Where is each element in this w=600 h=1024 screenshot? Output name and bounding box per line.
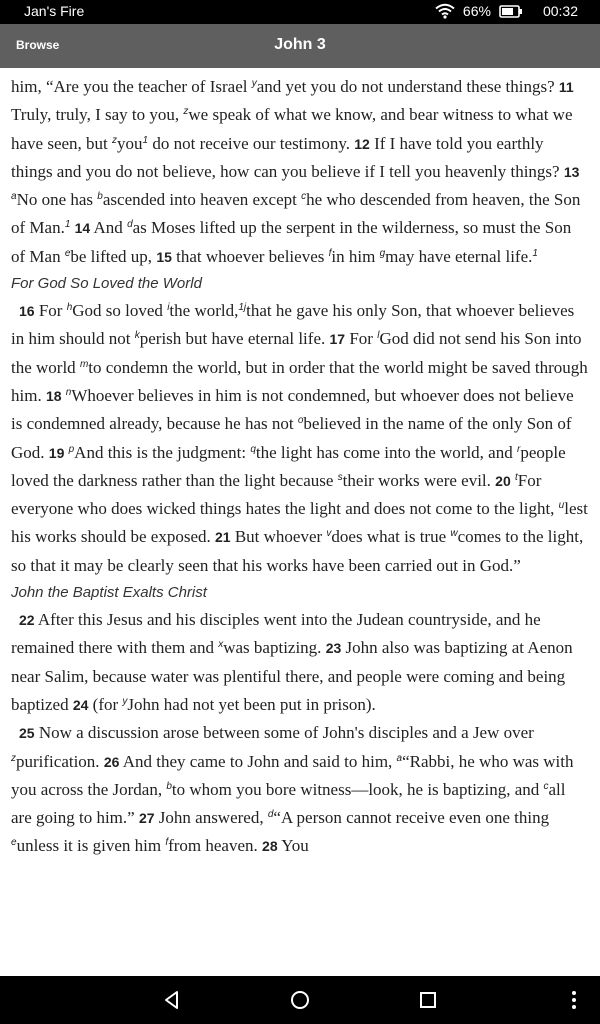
more-options-icon[interactable] (562, 988, 586, 1012)
verse-text: all are going to him.” (11, 779, 566, 828)
footnote-marker[interactable]: a (11, 191, 17, 203)
verse-number: 23 (325, 640, 342, 657)
footnote-marker[interactable]: e (64, 247, 71, 259)
verse-text: the light has come into the world, and (255, 442, 517, 462)
verse-number: 17 (329, 331, 346, 348)
verse-number: 18 (45, 387, 62, 404)
back-icon[interactable] (160, 988, 184, 1012)
app-bar (0, 24, 600, 68)
footnote-marker[interactable]: m (79, 358, 89, 370)
footnote-marker[interactable]: 1j (238, 302, 247, 314)
verse-text: John also was baptizing at Aenon near Salim, because water was plentiful there, and people were coming and being baptized (11, 638, 573, 714)
verse-text: Now a discussion arose between some of John's disciples and a Jew over (34, 723, 534, 743)
footnote-marker[interactable]: y (122, 695, 128, 707)
verse-text: perish but have eternal life. (139, 329, 330, 349)
verse-text: that whoever believes (171, 246, 329, 266)
verse-number: 12 (354, 135, 370, 152)
footnote-marker[interactable]: a (396, 752, 403, 764)
status-app-name: Jan's Fire (24, 3, 85, 19)
verse-text: their works were evil. (342, 470, 496, 490)
footnote-marker[interactable]: o (297, 415, 304, 427)
verse-text: was baptizing. (223, 638, 326, 658)
footnote-marker[interactable]: q (250, 443, 256, 455)
verse-number: 14 (74, 220, 91, 237)
footnote-marker[interactable]: z (112, 134, 118, 146)
verse-number: 24 (72, 696, 89, 713)
verse-text: believed in the name of the only Son of God. (11, 414, 572, 462)
footnote-marker[interactable]: c (543, 780, 549, 792)
browse-button[interactable]: Browse (16, 38, 60, 52)
verse-number: 25 (19, 725, 35, 742)
verse-text: God did not send his Son into the world (11, 329, 582, 377)
page-title: John 3 (274, 36, 326, 53)
footnote-marker[interactable]: n (65, 386, 72, 398)
verse-text: And they came to John and said to him, (119, 751, 397, 771)
footnote-marker[interactable]: u (558, 500, 565, 512)
footnote-marker[interactable]: w (450, 528, 458, 540)
verse-text: And (90, 218, 128, 238)
footnote-marker[interactable]: f (328, 247, 332, 259)
footnote-marker[interactable]: 1 (532, 247, 538, 259)
verse-text: You (277, 836, 309, 856)
footnote-marker[interactable]: v (326, 528, 332, 540)
verse-text: But whoever (230, 527, 327, 547)
verse-text: God so loved (72, 301, 168, 321)
scripture-paragraph (11, 719, 588, 860)
section-heading: John the Baptist Exalts Christ (11, 584, 207, 602)
footnote-marker[interactable]: f (165, 837, 169, 849)
verse-text: ascended into heaven except (102, 190, 302, 210)
home-icon[interactable] (288, 988, 312, 1012)
verse-text: people loved the darkness rather than the light because (11, 442, 566, 490)
verse-text: and yet you do not understand these things? (256, 77, 559, 96)
status-time: 00:32 (542, 3, 578, 19)
status-bar (0, 0, 600, 24)
verse-text: that he gave his only Son, that whoever believes in him should not (11, 301, 575, 349)
verse-text: purification. (16, 751, 104, 771)
scripture-paragraph (11, 606, 588, 719)
verse-text: “Rabbi, he who was with you across the Jordan, (11, 751, 574, 799)
verse-text: For (345, 329, 378, 349)
verse-number: 11 (558, 79, 574, 95)
footnote-marker[interactable]: g (379, 247, 386, 259)
battery-icon (499, 5, 523, 18)
verse-number: 22 (19, 612, 35, 629)
section-heading: For God So Loved the World (11, 275, 202, 293)
verse-text: After this Jesus and his disciples went into the Judean countryside, and he remained there with them and (11, 610, 541, 658)
verse-text: comes to the light, so that it may be clearly seen that his works have been carried out in God.” (11, 527, 584, 575)
footnote-marker[interactable]: h (66, 302, 73, 314)
verse-text: If I have told you earthly things and you do not believe, how can you believe if I tell you heavenly things? (11, 133, 564, 181)
battery-percent: 66% (462, 3, 491, 19)
verse-text: lest his works should be exposed. (11, 499, 588, 547)
verse-text: may have eternal life. (385, 246, 533, 266)
footnote-marker[interactable]: x (218, 639, 224, 651)
footnote-marker[interactable]: e (11, 837, 17, 849)
verse-text: “A person cannot receive even one thing (273, 808, 550, 828)
footnote-marker[interactable]: z (183, 106, 189, 118)
status-right-group (435, 3, 578, 19)
verse-text: Truly, truly, I say to you, (11, 105, 184, 125)
verse-text: from heaven. (168, 836, 263, 856)
verse-text: you (117, 133, 143, 153)
passage-text (0, 68, 600, 861)
verse-text: For everyone who does wicked things hates the light and does not come to the light, (11, 470, 559, 519)
verse-text: we speak of what we know, and bear witness to what we have seen, but (11, 105, 573, 153)
footnote-marker[interactable]: d (127, 219, 133, 231)
verse-text: (for (88, 694, 123, 714)
verse-number: 26 (103, 753, 120, 770)
footnote-marker[interactable]: 1 (64, 219, 71, 231)
verse-text: him, “Are you the teacher of Israel (11, 77, 252, 96)
footnote-marker[interactable]: 1 (142, 134, 149, 146)
verse-text: the world, (169, 301, 239, 321)
verse-number: 21 (214, 529, 231, 546)
footnote-marker[interactable]: p (68, 443, 75, 455)
verse-number: 19 (48, 444, 65, 461)
verse-number: 13 (563, 163, 580, 180)
footnote-marker[interactable]: k (134, 330, 140, 342)
system-nav-bar (0, 976, 600, 1024)
scripture-paragraph (11, 73, 588, 271)
verse-number: 16 (19, 303, 35, 320)
verse-number: 28 (262, 838, 278, 855)
verse-text: in him (331, 246, 380, 266)
verse-text: does what is true (331, 527, 451, 547)
scripture-paragraph (11, 297, 588, 580)
footnote-marker[interactable]: z (11, 752, 16, 764)
verse-text: Whoever believes in him is not condemned, but whoever does not believe is condemned already, because he has not (11, 385, 574, 434)
wifi-icon (435, 3, 455, 19)
footnote-marker[interactable]: i (167, 302, 170, 314)
verse-number: 27 (138, 810, 155, 827)
verse-text: to whom you bore witness—look, he is baptizing, and (171, 779, 544, 799)
verse-text: to condemn the world, but in order that the world might be saved through him. (11, 357, 588, 405)
reading-pane[interactable] (0, 68, 600, 976)
footnote-marker[interactable]: t (514, 471, 518, 483)
footnote-marker[interactable]: y (251, 78, 257, 89)
verse-text: John had not yet been put in prison). (127, 694, 376, 714)
verse-text: John answered, (154, 808, 268, 828)
recent-apps-icon[interactable] (416, 988, 440, 1012)
verse-number: 15 (156, 248, 172, 265)
footnote-marker[interactable]: l (377, 330, 380, 342)
verse-text: unless it is given him (16, 836, 166, 856)
footnote-marker[interactable]: d (267, 809, 274, 821)
footnote-marker[interactable]: b (166, 780, 172, 792)
verse-number: 20 (495, 472, 511, 489)
footnote-marker[interactable]: s (337, 471, 343, 483)
footnote-marker[interactable]: c (301, 191, 307, 203)
verse-text: be lifted up, (70, 246, 157, 266)
verse-text: For (34, 301, 67, 321)
footnote-marker[interactable]: r (516, 443, 521, 455)
verse-text: do not receive our testimony. (148, 133, 355, 153)
verse-text: And this is the judgment: (74, 442, 251, 462)
verse-text: he who descended from heaven, the Son of Man. (11, 190, 581, 238)
footnote-marker[interactable]: b (97, 191, 103, 203)
verse-text: No one has (16, 190, 98, 210)
verse-text: as Moses lifted up the serpent in the wilderness, so must the Son of Man (11, 218, 572, 266)
